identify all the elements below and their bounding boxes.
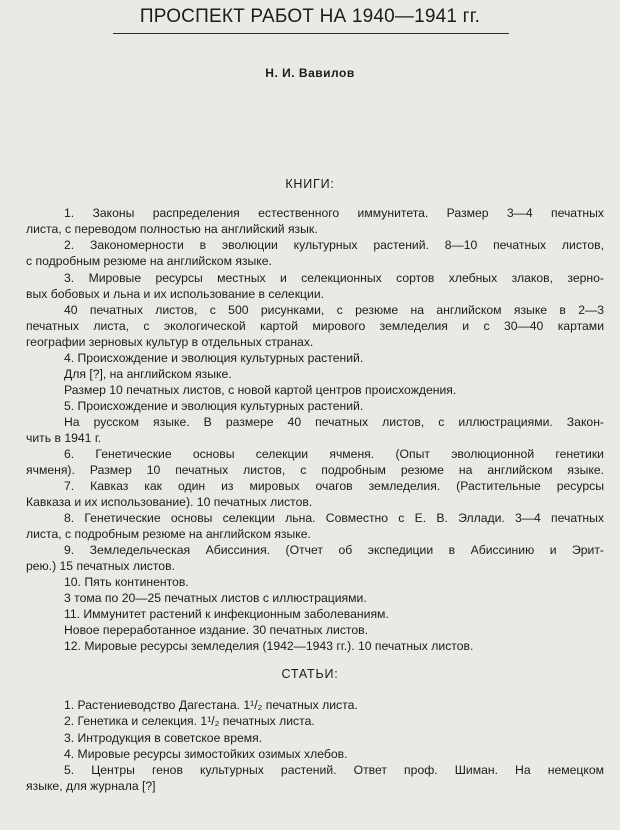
books-line: чить в 1941 г. bbox=[26, 431, 102, 445]
books-line: Новое переработанное издание. 30 печатных листов. bbox=[64, 623, 368, 637]
books-line: 11. Иммунитет растений к инфекционным заболеваниям. bbox=[64, 607, 389, 621]
books-line: ячменя). Размер 10 печатных листов, с подробным резюме на английском языке. bbox=[26, 463, 604, 477]
books-line: Кавказа и их использование). 10 печатных листов. bbox=[26, 495, 313, 509]
books-line: 4. Происхождение и эволюция культурных растений. bbox=[64, 351, 364, 365]
title-underline bbox=[113, 33, 509, 34]
books-line: 40 печатных листов, с 500 рисунками, с резюме на английском языке в 2—3 bbox=[64, 303, 604, 317]
books-line: 6. Генетические основы селекции ячменя. (Опыт эволюционной генетики bbox=[64, 447, 604, 461]
books-line: 5. Происхождение и эволюция культурных растений. bbox=[64, 399, 364, 413]
books-line: 7. Кавказ как один из мировых очагов земледелия. (Растительные ресурсы bbox=[64, 479, 604, 493]
books-line: 12. Мировые ресурсы земледелия (1942—1943 гг.). 10 печатных листов. bbox=[64, 639, 474, 653]
books-line: 1. Законы распределения естественного иммунитета. Размер 3—4 печатных bbox=[64, 206, 604, 220]
books-line: рею.) 15 печатных листов. bbox=[26, 559, 175, 573]
articles-line: 4. Мировые ресурсы зимостойких озимых хлебов. bbox=[64, 747, 348, 761]
books-line: 8. Генетические основы селекции льна. Совместно с Е. В. Эллади. 3—4 печатных bbox=[64, 511, 604, 525]
books-line: печатных листа, с экологической картой мирового земледелия и с 30—40 картами bbox=[26, 319, 604, 333]
books-line: вых бобовых и льна и их использование в селекции. bbox=[26, 287, 325, 301]
books-line: географии зерновых культур в отдельных странах. bbox=[26, 335, 314, 349]
books-line: Для [?], на английском языке. bbox=[64, 367, 232, 381]
articles-line: языке, для журнала [?] bbox=[26, 779, 156, 793]
books-line: 3. Мировые ресурсы местных и селекционных сортов хлебных злаков, зерно- bbox=[64, 271, 604, 285]
articles-line: 3. Интродукция в советское время. bbox=[64, 731, 263, 745]
articles-line: 5. Центры генов культурных растений. Ответ проф. Шиман. На немецком bbox=[64, 763, 604, 777]
articles-section-heading: СТАТЬИ: bbox=[281, 667, 339, 681]
books-section-heading: КНИГИ: bbox=[285, 177, 335, 191]
books-line: 9. Земледельческая Абиссиния. (Отчет об экспедиции в Абиссинию и Эрит- bbox=[64, 543, 604, 557]
author-name: Н. И. Вавилов bbox=[265, 66, 355, 80]
books-line: 3 тома по 20—25 печатных листов с иллюстрациями. bbox=[64, 591, 367, 605]
page-title: ПРОСПЕКТ РАБОТ НА 1940—1941 гг. bbox=[139, 6, 481, 27]
books-line: с подробным резюме на английском языке. bbox=[26, 254, 272, 268]
books-line: листа, с переводом полностью на английский язык. bbox=[26, 222, 318, 236]
books-line: 2. Закономерности в эволюции культурных растений. 8—10 печатных листов, bbox=[64, 238, 604, 252]
articles-line: 2. Генетика и селекция. 1¹/₂ печатных листа. bbox=[64, 714, 315, 728]
books-line: На русском языке. В размере 40 печатных листов, с иллюстрациями. Закон- bbox=[64, 415, 604, 429]
articles-line: 1. Растениеводство Дагестана. 1¹/₂ печатных листа. bbox=[64, 698, 358, 712]
books-line: листа, с подробным резюме на английском языке. bbox=[26, 527, 311, 541]
books-line: 10. Пять континентов. bbox=[64, 575, 189, 589]
books-line: Размер 10 печатных листов, с новой картой центров происхождения. bbox=[64, 383, 457, 397]
